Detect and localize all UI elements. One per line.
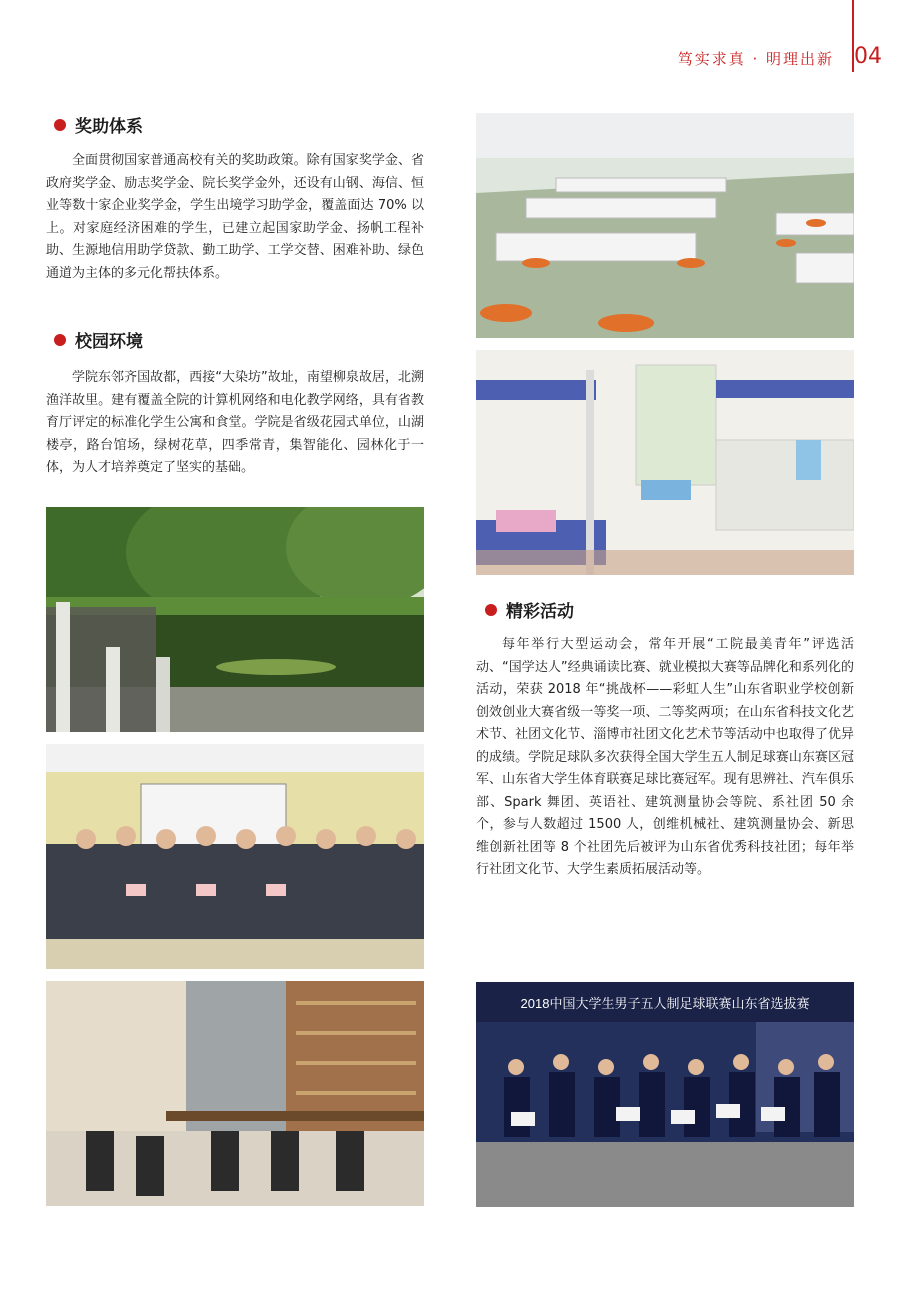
bullet-icon xyxy=(54,334,66,346)
header-slogan: 笃实求真 · 明理出新 xyxy=(677,50,834,68)
section-title-scholarship xyxy=(54,112,143,137)
football-banner-text: 2018中国大学生男子五人制足球联赛山东省选拔赛 xyxy=(520,996,810,1011)
page-number: 04 xyxy=(854,44,882,69)
section-title-activities xyxy=(485,597,574,622)
dormitory-photo xyxy=(476,350,854,575)
section-title-campus-text: 校园环境 xyxy=(75,332,143,352)
section-title-activities-text: 精彩活动 xyxy=(506,602,574,622)
section-title-scholarship-text: 奖助体系 xyxy=(75,117,143,137)
bullet-icon xyxy=(54,119,66,131)
scholarship-paragraph: 全面贯彻国家普通高校有关的奖助政策。除有国家奖学金、省政府奖学金、励志奖学金、院长奖学金外，还设有山钢、海信、恒业等数十家企业奖学金，学生出境学习助学金，覆盖面达 70% 以上。对家庭经济困难的学生，已建立起国家助学金、扬帆工程补助、生源地信用助学贷款、勤工助学、工学交替、困难补助、绿色通道为主体的多元化帮扶体系。 xyxy=(46,153,424,281)
campus-paragraph: 学院东邻齐国故都，西接“大染坊”故址，南望柳泉故居，北溯渔洋故里。建有覆盖全院的计算机网络和电化教学网络，具有省教育厅评定的标准化学生公寓和食堂。学院是省级花园式单位，山湖楼亭，路台馆场，绿树花草，四季常青，集智能化、园林化于一体，为人才培养奠定了坚实的基础。 xyxy=(46,370,424,475)
campus-lake-photo xyxy=(46,507,424,732)
bullet-icon xyxy=(485,604,497,616)
canteen-photo xyxy=(476,113,854,338)
library-photo xyxy=(46,981,424,1206)
classroom-group-photo xyxy=(46,744,424,969)
activities-paragraph: 每年举行大型运动会，常年开展“工院最美青年”评选活动、“国学达人”经典诵读比赛、就业模拟大赛等品牌化和系列化的活动，荣获 2018 年“挑战杯——彩虹人生”山东省职业学校创新创效创业大赛省级一等奖一项、二等奖两项；在山东省科技文化艺术节、社团文化节、淄博市社团文化艺术节等活动中也取得了优异的成绩。学院足球队多次获得全国大学生五人制足球赛山东赛区冠军、山东省大学生体育联赛足球比赛冠军。现有思辨社、汽车俱乐部、Spark 舞团、英语社、建筑测量协会等院、系社团 50 余个，参与人数超过 1500 人，创维机械社、建筑测量协会、新思维创新社团等 8 个社团先后被评为山东省优秀科技社团；每年举行社团文化节、大学生素质拓展活动等。 xyxy=(476,637,854,877)
football-team-photo xyxy=(476,982,854,1207)
section-title-campus xyxy=(54,327,143,352)
